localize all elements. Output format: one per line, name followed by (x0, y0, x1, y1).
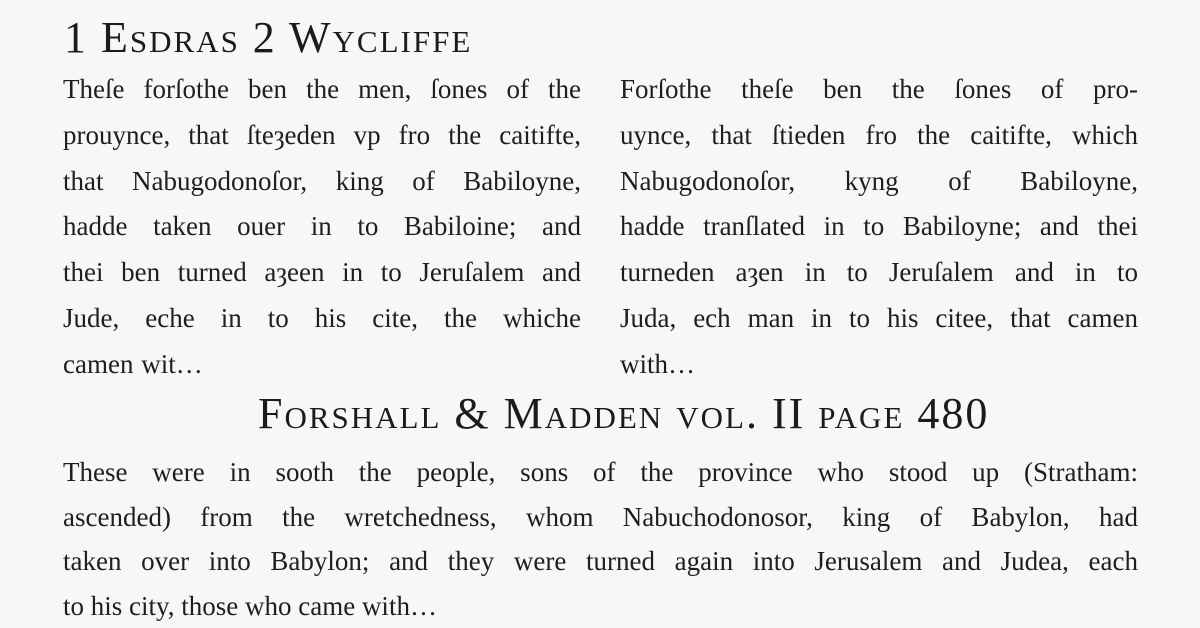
text-line: that Nabugodonoſor, king of Babiloyne, (63, 165, 581, 196)
text-line: These were in sooth the people, sons of the province who stood up (Stratham: (63, 457, 1138, 487)
text-line: Jude, eche in to his cite, the whiche (63, 302, 581, 333)
text-line: Forſothe theſe ben the ſones of pro- (620, 74, 1138, 104)
text-line: Juda, ech man in to his citee, that camen (620, 302, 1138, 333)
text-line: Theſe forſothe ben the men, ſones of the (63, 74, 581, 104)
text-line: hadde taken ouer in to Babiloine; and (63, 211, 581, 242)
text-line: camen wit… (63, 348, 203, 379)
text-line: thei ben turned aȝeen in to Jeruſalem and (63, 257, 581, 288)
modern-translation-paragraph (63, 450, 1138, 628)
text-line: prouynce, that ſteȝeden vp fro the caitifte, (63, 119, 581, 150)
wycliffe-later-version-column (620, 67, 1138, 388)
text-line: with… (620, 348, 696, 379)
text-line: ascended) from the wretchedness, whom Nabuchodonosor, king of Babylon, had (63, 501, 1138, 532)
source-citation-heading: Forshall & Madden vol. II page 480 (258, 389, 990, 438)
text-line: hadde tranſlated in to Babiloyne; and thei (620, 211, 1138, 242)
page-title: 1 Esdras 2 Wycliffe (64, 13, 473, 62)
text-line: to his city, those who came with… (63, 590, 437, 621)
text-line: taken over into Babylon; and they were turned again into Jerusalem and Judea, each (63, 546, 1138, 576)
wycliffe-early-version-column (63, 67, 581, 388)
text-line: Nabugodonoſor, kyng of Babiloyne, (620, 165, 1138, 196)
text-line: uynce, that ſtieden fro the caitifte, which (620, 119, 1138, 150)
text-line: turneden aȝen in to Jeruſalem and in to (620, 257, 1138, 288)
